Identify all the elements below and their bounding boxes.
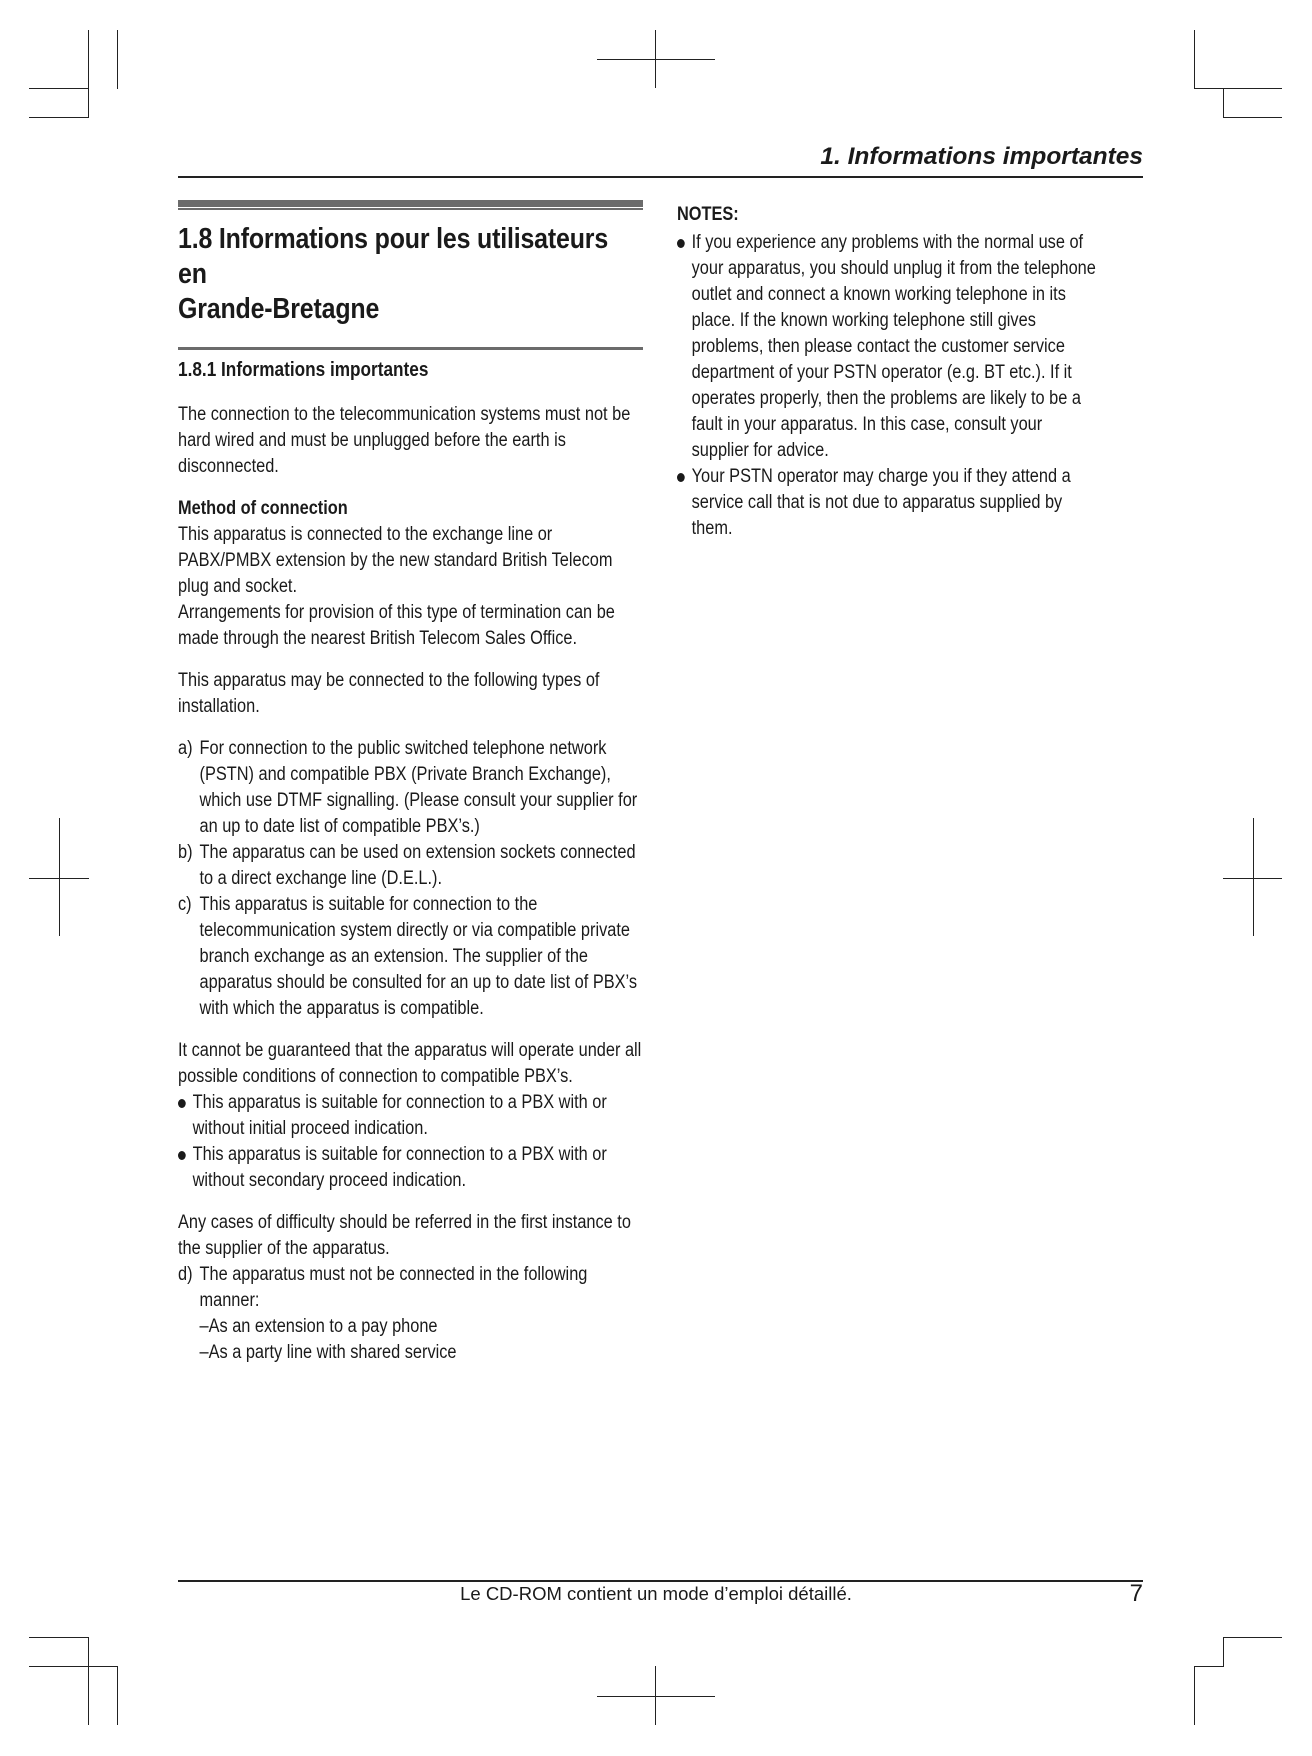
section-title-line2: Grande-Bretagne xyxy=(178,292,380,325)
list-marker: a) xyxy=(178,737,193,759)
bullet-dot-icon xyxy=(178,1099,186,1108)
paragraph-method: This apparatus is connected to the exchange line or PABX/PMBX extension by the new standard British Telecom plug and socket. xyxy=(178,523,613,597)
bullet-dot-icon xyxy=(677,239,685,248)
bullet-text: This apparatus is suitable for connection to a PBX with or without secondary proceed indication. xyxy=(192,1143,607,1191)
notes-title: NOTES: xyxy=(677,204,739,225)
paragraph-hardwired: The connection to the telecommunication systems must not be hard wired and must be unplugged before the earth is disconnected. xyxy=(178,403,631,477)
section-bar-thin xyxy=(178,208,643,210)
note-text: If you experience any problems with the normal use of your apparatus, you should unplug it from the telephone outlet and connect a known working telephone in its place. If the known working telephone still gives problems, then please contact the customer service department of your PSTN operator (e.g. BT etc.). If it operates properly, then the problems are likely to be a fault in your apparatus. In this case, consult your supplier for advice. xyxy=(691,232,1096,461)
subsection-bar xyxy=(178,347,643,350)
list-text: The apparatus can be used on extension sockets connected to a direct exchange line (D.E.L.). xyxy=(199,841,636,889)
page-number: 7 xyxy=(1129,1580,1143,1607)
list-item-d xyxy=(178,1262,642,1366)
sub-line: –As an extension to a pay phone xyxy=(199,1315,438,1337)
paragraph-arrangements: Arrangements for provision of this type of termination can be made through the nearest British Telecom Sales Office. xyxy=(178,601,615,649)
paragraph-guarantee: It cannot be guaranteed that the apparatus will operate under all possible conditions of connection to compatible PBX’s. xyxy=(178,1039,642,1087)
bullet-item xyxy=(178,1142,642,1194)
footer-rule xyxy=(178,1580,1143,1582)
left-body xyxy=(178,402,642,1366)
right-column xyxy=(677,202,1097,542)
header-rule xyxy=(178,176,1143,178)
installation-list xyxy=(178,736,642,1022)
subsection-title: 1.8.1 Informations importantes xyxy=(178,358,429,381)
footer-text: Le CD-ROM contient un mode d’emploi détaillé. xyxy=(460,1583,852,1604)
list-marker: b) xyxy=(178,841,193,863)
running-header: 1. Informations importantes xyxy=(820,143,1143,170)
method-heading: Method of connection xyxy=(178,497,348,519)
paragraph-installation: This apparatus may be connected to the following types of installation. xyxy=(178,669,600,717)
bullet-dot-icon xyxy=(677,473,685,482)
left-column xyxy=(178,200,643,1366)
section-title xyxy=(178,222,642,327)
list-item xyxy=(178,840,642,892)
list-text: For connection to the public switched telephone network (PSTN) and compatible PBX (Private Branch Exchange), which use DTMF signalling. (Please consult your supplier for an up to date list of compatible PBX’s.) xyxy=(199,737,638,837)
bullet-text: This apparatus is suitable for connection to a PBX with or without initial proceed indication. xyxy=(192,1091,607,1139)
section-title-line1: 1.8 Informations pour les utilisateurs en xyxy=(178,222,609,290)
list-item xyxy=(178,892,642,1022)
list-item xyxy=(178,736,642,840)
list-marker: c) xyxy=(178,893,192,915)
paragraph-difficulty: Any cases of difficulty should be referred in the first instance to the supplier of the apparatus. xyxy=(178,1211,631,1259)
bullet-list xyxy=(178,1090,642,1194)
list-text: This apparatus is suitable for connection to the telecommunication system directly or via compatible private branch exchange as an extension. The supplier of the apparatus should be consulted for an up to date list of PBX’s with which the apparatus is compatible. xyxy=(199,893,638,1019)
sub-line: –As a party line with shared service xyxy=(199,1341,457,1363)
list-marker: d) xyxy=(178,1263,193,1285)
section-bar xyxy=(178,200,643,207)
notes-block xyxy=(677,202,1096,542)
note-text: Your PSTN operator may charge you if they attend a service call that is not due to apparatus supplied by them. xyxy=(691,466,1071,539)
note-item xyxy=(677,464,1096,542)
list-text: The apparatus must not be connected in the following manner: xyxy=(199,1263,588,1311)
note-item xyxy=(677,230,1096,464)
bullet-dot-icon xyxy=(178,1151,186,1160)
bullet-item xyxy=(178,1090,642,1142)
